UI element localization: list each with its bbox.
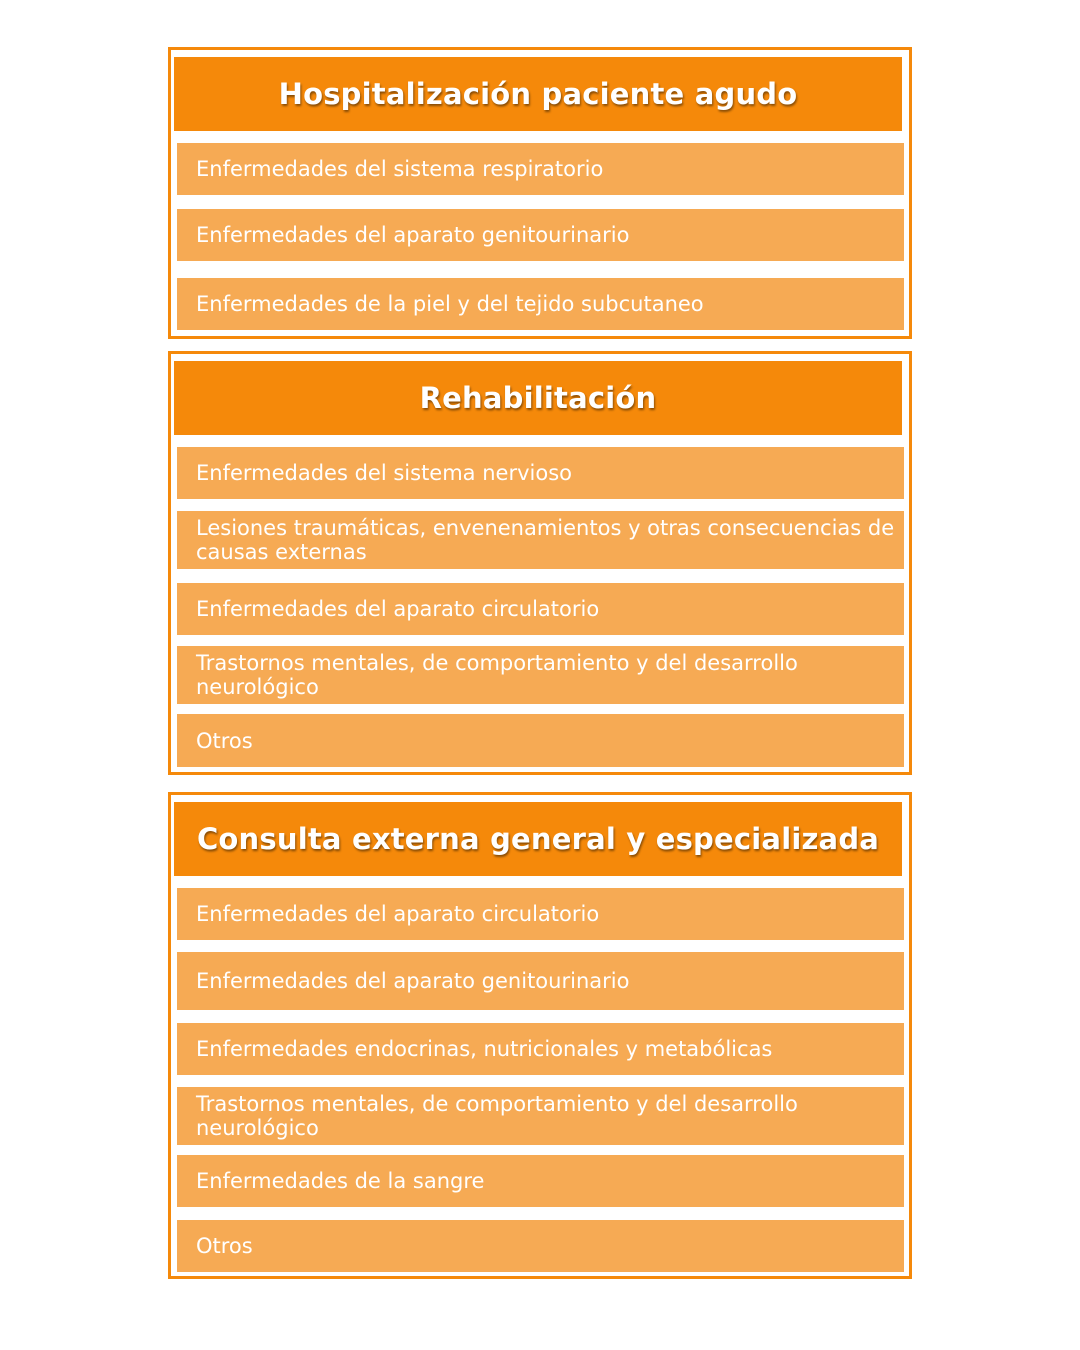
list-item: Lesiones traumáticas, envenenamientos y otras consecuencias de causas externas — [177, 511, 904, 569]
section-title: Consulta externa general y especializada — [174, 802, 902, 876]
list-item: Enfermedades del sistema nervioso — [177, 447, 904, 499]
list-item: Enfermedades de la sangre — [177, 1155, 904, 1207]
list-item: Enfermedades de la piel y del tejido subcutaneo — [177, 278, 904, 330]
list-item: Trastornos mentales, de comportamiento y del desarrollo neurológico — [177, 1087, 904, 1145]
section-rehabilitacion — [168, 351, 912, 775]
section-title: Rehabilitación — [174, 361, 902, 435]
list-item: Enfermedades endocrinas, nutricionales y metabólicas — [177, 1023, 904, 1075]
list-item: Otros — [177, 714, 904, 767]
list-item: Otros — [177, 1220, 904, 1272]
section-consulta-externa — [168, 792, 912, 1279]
section-hospitalizacion — [168, 47, 912, 339]
list-item: Enfermedades del aparato circulatorio — [177, 583, 904, 635]
list-item: Enfermedades del aparato circulatorio — [177, 888, 904, 940]
list-item: Enfermedades del sistema respiratorio — [177, 143, 904, 195]
list-item: Trastornos mentales, de comportamiento y del desarrollo neurológico — [177, 646, 904, 704]
section-title: Hospitalización paciente agudo — [174, 57, 902, 131]
list-item: Enfermedades del aparato genitourinario — [177, 952, 904, 1010]
list-item: Enfermedades del aparato genitourinario — [177, 209, 904, 261]
